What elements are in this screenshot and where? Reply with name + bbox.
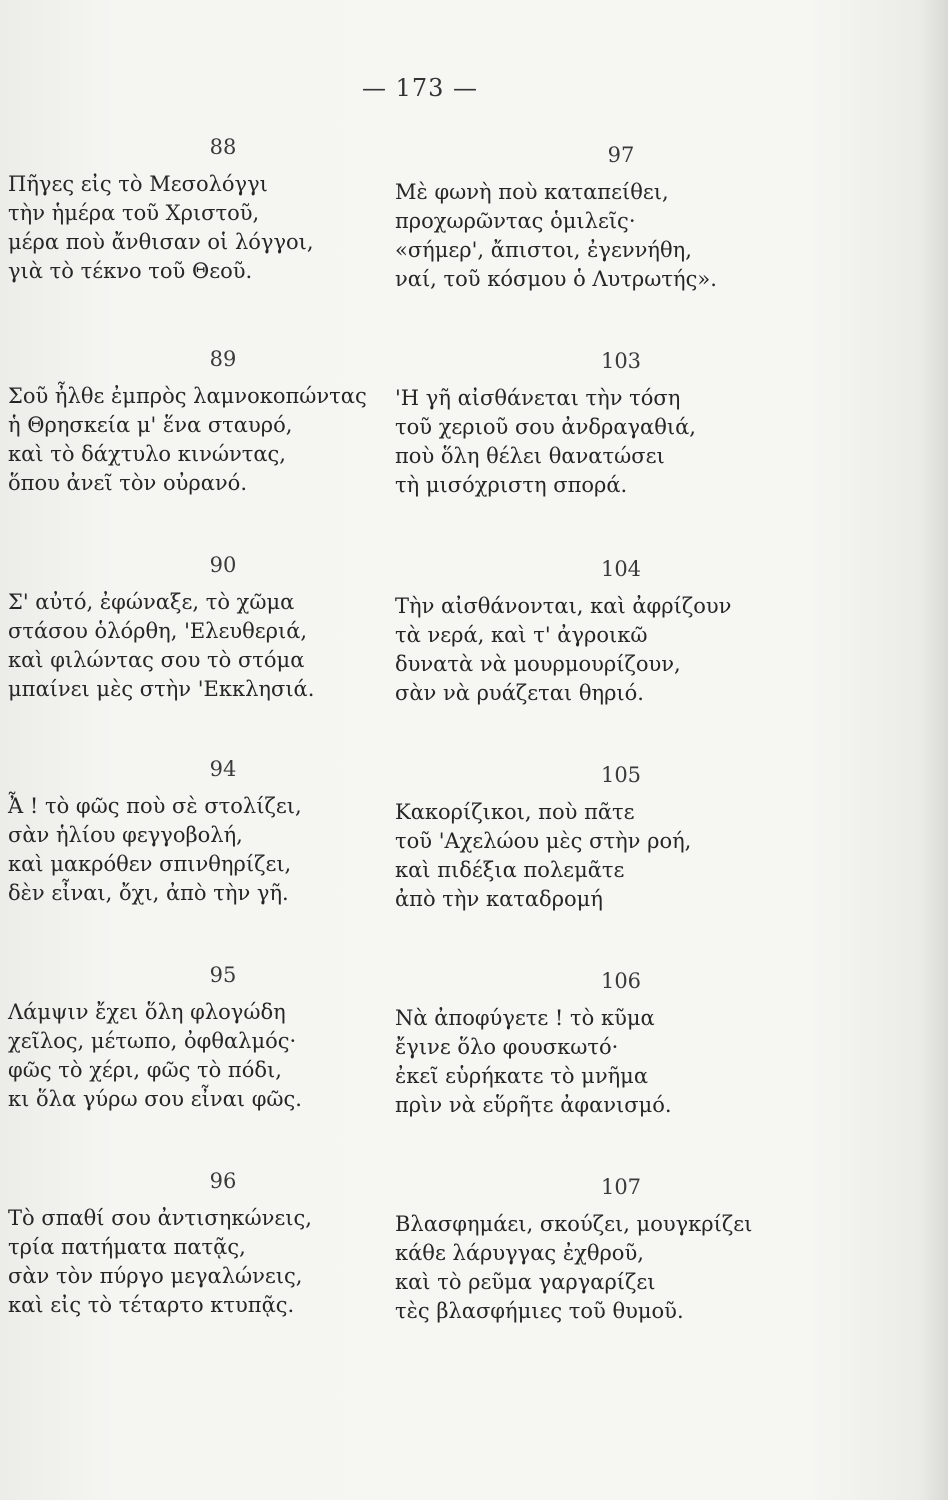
verse-line: Τὴν αἰσθάνονται, καὶ ἀφρίζουν xyxy=(395,594,732,618)
verse-line: δυνατὰ νὰ μουρμουρίζουν, xyxy=(395,652,681,676)
stanza xyxy=(395,342,855,500)
verse-line: πρὶν νὰ εὕρῆτε ἀφανισμό. xyxy=(395,1093,672,1117)
verse-line: δὲν εἶναι, ὄχι, ἀπὸ τὴν γῆ. xyxy=(8,881,289,905)
verse-line: Πῆγες εἰς τὸ Μεσολόγγι xyxy=(8,172,268,196)
verse-line: Νὰ ἀποφύγετε ! τὸ κῦμα xyxy=(395,1006,655,1030)
verse-line: σὰν ἡλίου φεγγοβολή, xyxy=(8,823,243,847)
verse-line: ἔγινε ὅλο φουσκωτό· xyxy=(395,1035,619,1059)
verse-line: ποὺ ὅλη θέλει θανατώσει xyxy=(395,444,665,468)
stanza-number: 95 xyxy=(209,963,237,987)
stanza-number: 103 xyxy=(600,349,642,373)
verse-line: τὴν ἡμέρα τοῦ Χριστοῦ, xyxy=(8,201,260,225)
stanza xyxy=(395,962,855,1120)
verse-line: τοῦ χεριοῦ σου ἀνδραγαθιά, xyxy=(395,415,696,439)
verse-line: Μὲ φωνὴ ποὺ καταπείθει, xyxy=(395,180,669,204)
verse-line: Κακορίζικοι, ποὺ πᾶτε xyxy=(395,800,635,824)
verse-line: κάθε λάρυγγας ἐχθροῦ, xyxy=(395,1241,644,1265)
verse-line: τοῦ 'Αχελώου μὲς στὴν ροή, xyxy=(395,829,692,853)
stanza-number: 96 xyxy=(209,1169,237,1193)
stanza-number: 104 xyxy=(600,557,642,581)
verse-line: ναί, τοῦ κόσμου ὁ Λυτρωτής». xyxy=(395,267,717,291)
stanza-number: 89 xyxy=(209,347,237,371)
verse-line: ἡ Θρησκεία μ' ἕνα σταυρό, xyxy=(8,413,293,437)
verse-line: καὶ μακρόθεν σπινθηρίζει, xyxy=(8,852,292,876)
verse-line: τὴ μισόχριστη σπορά. xyxy=(395,473,628,497)
stanza xyxy=(8,128,438,286)
verse-line: μπαίνει μὲς στὴν 'Εκκλησιά. xyxy=(8,677,315,701)
verse-line: Ἆ ! τὸ φῶς ποὺ σὲ στολίζει, xyxy=(8,794,302,818)
stanza xyxy=(395,550,855,708)
verse-line: «σήμερ', ἄπιστοι, ἐγεννήθη, xyxy=(395,238,692,262)
page-number: — 173 — xyxy=(361,74,479,102)
stanza xyxy=(8,340,438,498)
verse-line: τὰ νερά, καὶ τ' ἀγροικῶ xyxy=(395,623,648,647)
verse-line: τὲς βλασφήμιες τοῦ θυμοῦ. xyxy=(395,1299,684,1323)
verse-line: Σοῦ ἦλθε ἐμπρὸς λαμνοκοπώντας xyxy=(8,384,367,408)
verse-line: φῶς τὸ χέρι, φῶς τὸ πόδι, xyxy=(8,1058,282,1082)
stanza-number: 94 xyxy=(209,757,237,781)
stanza-number: 90 xyxy=(209,553,237,577)
stanza xyxy=(395,756,855,914)
stanza xyxy=(8,1162,438,1320)
verse-line: σὰν νὰ ρυάζεται θηριό. xyxy=(395,681,644,705)
stanza-number: 88 xyxy=(209,135,237,159)
verse-line: Τὸ σπαθί σου ἀντισηκώνεις, xyxy=(8,1206,312,1230)
verse-line: μέρα ποὺ ἄνθισαν οἱ λόγγοι, xyxy=(8,230,314,254)
verse-line: κι ὅλα γύρω σου εἶναι φῶς. xyxy=(8,1087,302,1111)
verse-line: τρία πατήματα πατᾷς, xyxy=(8,1235,246,1259)
verse-line: Λάμψιν ἔχει ὅλη φλογώδη xyxy=(8,1000,286,1024)
verse-line: καὶ τὸ ρεῦμα γαργαρίζει xyxy=(395,1270,656,1294)
verse-line: γιὰ τὸ τέκνο τοῦ Θεοῦ. xyxy=(8,259,253,283)
stanza-number: 105 xyxy=(600,763,642,787)
stanza-number: 97 xyxy=(607,143,635,167)
verse-line: Σ' αὐτό, ἐφώναξε, τὸ χῶμα xyxy=(8,590,295,614)
stanza xyxy=(8,956,438,1114)
stanza-number: 107 xyxy=(600,1175,642,1199)
verse-line: καὶ πιδέξια πολεμᾶτε xyxy=(395,858,625,882)
verse-line: ὅπου ἀνεῖ τὸν οὐρανό. xyxy=(8,471,247,495)
stanza xyxy=(395,136,855,294)
verse-line: καὶ τὸ δάχτυλο κινώντας, xyxy=(8,442,286,466)
stanza xyxy=(395,1168,855,1326)
stanza xyxy=(8,750,438,908)
verse-line: προχωρῶντας ὁμιλεῖς· xyxy=(395,209,636,233)
stanza-number: 106 xyxy=(600,969,642,993)
verse-line: χεῖλος, μέτωπο, ὀφθαλμός· xyxy=(8,1029,297,1053)
verse-line: στάσου ὁλόρθη, 'Ελευθεριά, xyxy=(8,619,308,643)
verse-line: καὶ φιλώντας σου τὸ στόμα xyxy=(8,648,305,672)
verse-line: ἐκεῖ εὑρήκατε τὸ μνῆμα xyxy=(395,1064,648,1088)
verse-line: ἀπὸ τὴν καταδρομή xyxy=(395,887,603,911)
stanza xyxy=(8,546,438,704)
verse-line: καὶ εἰς τὸ τέταρτο κτυπᾷς. xyxy=(8,1293,295,1317)
verse-line: Βλασφημάει, σκούζει, μουγκρίζει xyxy=(395,1212,753,1236)
verse-line: σὰν τὸν πύργο μεγαλώνεις, xyxy=(8,1264,303,1288)
verse-line: 'Η γῆ αἰσθάνεται τὴν τόση xyxy=(395,386,681,410)
